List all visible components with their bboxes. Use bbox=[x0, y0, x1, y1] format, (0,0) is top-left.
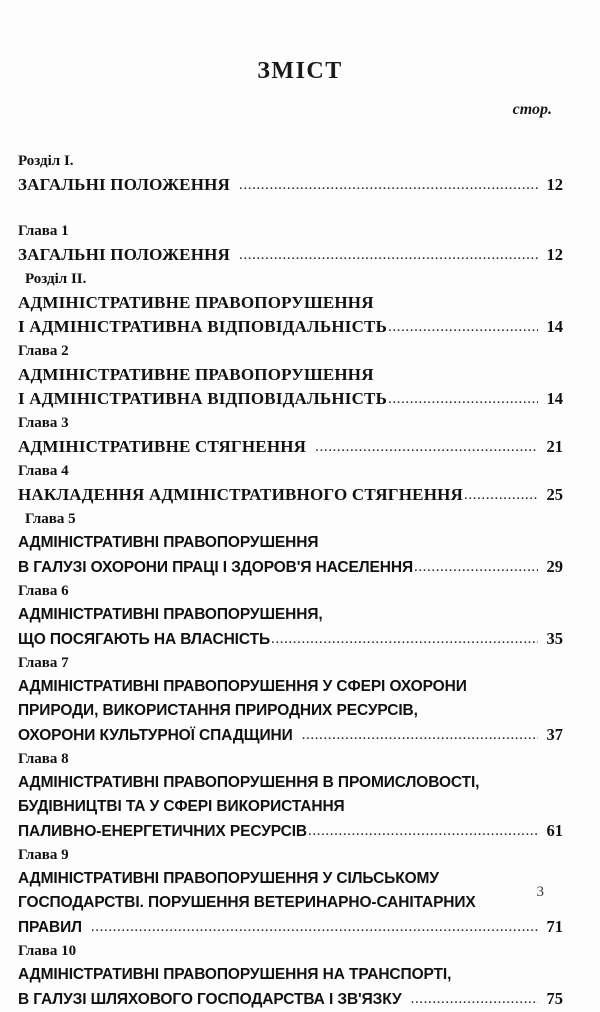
toc-entry[interactable] bbox=[18, 940, 563, 1012]
toc-entry-page-number: 14 bbox=[546, 317, 563, 336]
toc-entry-label: Глава 7 bbox=[18, 655, 69, 671]
page-title: ЗМІСТ bbox=[257, 58, 343, 84]
toc-entry-page-number: 71 bbox=[546, 917, 563, 936]
toc-entry-title-text: ОХОРОНИ КУЛЬТУРНОЇ СПАДЩИНИ bbox=[18, 727, 293, 744]
toc-entry-title-line bbox=[18, 795, 563, 819]
toc-entry-page-number: 25 bbox=[546, 485, 563, 504]
toc-entry-title-last-line bbox=[18, 627, 563, 652]
toc-entry-title-text: АДМІНІСТРАТИВНІ ПРАВОПОРУШЕННЯ bbox=[18, 534, 319, 551]
toc-entry-page-number: 21 bbox=[546, 437, 563, 456]
toc-entry-title-last-line bbox=[18, 315, 563, 340]
toc-entry-page-number: 37 bbox=[546, 725, 563, 744]
toc-dot-leader bbox=[388, 315, 538, 339]
toc-entry-label: Глава 2 bbox=[18, 343, 69, 359]
toc-entry[interactable] bbox=[18, 268, 563, 340]
toc-entry-title-text: АДМІНІСТРАТИВНІ ПРАВОПОРУШЕННЯ НА ТРАНСПОРТІ, bbox=[18, 966, 452, 983]
toc-dot-leader bbox=[411, 987, 538, 1011]
toc-entry-title-last-line bbox=[18, 915, 563, 940]
toc-entry-title-text: ПАЛИВНО-ЕНЕРГЕТИЧНИХ РЕСУРСІВ bbox=[18, 823, 308, 840]
toc-entry-title-text: БУДІВНИЦТВІ ТА У СФЕРІ ВИКОРИСТАННЯ bbox=[18, 798, 345, 815]
toc-entry-page-number: 12 bbox=[546, 175, 563, 194]
toc-entry-title-line bbox=[18, 603, 563, 627]
toc-entry-title-text: АДМІНІСТРАТИВНЕ ПРАВОПОРУШЕННЯ bbox=[18, 365, 374, 384]
toc-entry-title-line bbox=[18, 531, 563, 555]
toc-entry-title-text: ПРИРОДИ, ВИКОРИСТАННЯ ПРИРОДНИХ РЕСУРСІВ, bbox=[18, 702, 418, 719]
toc-entry[interactable] bbox=[18, 652, 563, 748]
toc-entry-title-line bbox=[18, 963, 563, 987]
toc-entry-label: Глава 8 bbox=[18, 751, 69, 767]
toc-dot-leader bbox=[91, 915, 538, 939]
toc-entry-title-text: АДМІНІСТРАТИВНІ ПРАВОПОРУШЕННЯ У СФЕРІ ОХОРОНИ bbox=[18, 678, 467, 695]
toc-entry-label: Глава 4 bbox=[18, 463, 69, 479]
toc-entry[interactable] bbox=[18, 150, 563, 198]
toc-entry-title-last-line bbox=[18, 555, 563, 580]
toc-entry[interactable] bbox=[18, 844, 563, 940]
toc-dot-leader bbox=[271, 627, 538, 651]
toc-entry-label: Глава 10 bbox=[18, 943, 77, 959]
toc-entry-title-text: В ГАЛУЗІ ОХОРОНИ ПРАЦІ І ЗДОРОВ'Я НАСЕЛЕННЯ bbox=[18, 559, 413, 576]
toc-entry[interactable] bbox=[18, 412, 563, 460]
toc-entry-label: Розділ II. bbox=[25, 271, 87, 287]
toc-entry-title-last-line bbox=[18, 723, 563, 748]
toc-entry-title-last-line bbox=[18, 987, 563, 1012]
table-of-contents bbox=[18, 150, 563, 1012]
toc-entry-page-number: 35 bbox=[546, 629, 563, 648]
toc-entry-title-text: І АДМІНІСТРАТИВНА ВІДПОВІДАЛЬНІСТЬ bbox=[18, 317, 388, 336]
toc-entry-title-last-line bbox=[18, 387, 563, 412]
page-number-folio: 3 bbox=[536, 884, 544, 900]
toc-entry-title-line bbox=[18, 675, 563, 699]
toc-entry-title-line bbox=[18, 363, 563, 387]
toc-dot-leader bbox=[388, 387, 538, 411]
toc-entry-title-line bbox=[18, 867, 563, 891]
toc-entry-title-line bbox=[18, 291, 563, 315]
toc-entry-page-number: 29 bbox=[546, 557, 563, 576]
toc-entry-title-text: І АДМІНІСТРАТИВНА ВІДПОВІДАЛЬНІСТЬ bbox=[18, 389, 388, 408]
toc-entry-title-text: ЩО ПОСЯГАЮТЬ НА ВЛАСНІСТЬ bbox=[18, 631, 271, 648]
toc-entry-title-text: НАКЛАДЕННЯ АДМІНІСТРАТИВНОГО СТЯГНЕННЯ bbox=[18, 485, 464, 504]
toc-entry-title-last-line bbox=[18, 243, 563, 268]
toc-entry-title-text: ЗАГАЛЬНІ ПОЛОЖЕННЯ bbox=[18, 175, 231, 194]
toc-entry-title-text: ПРАВИЛ bbox=[18, 919, 82, 936]
toc-entry-label: Глава 1 bbox=[18, 223, 69, 239]
toc-entry-title-text: АДМІНІСТРАТИВНІ ПРАВОПОРУШЕННЯ У СІЛЬСЬКОМУ bbox=[18, 870, 439, 887]
toc-entry-label: Розділ I. bbox=[18, 153, 74, 169]
toc-dot-leader bbox=[308, 819, 538, 843]
toc-entry-title-last-line bbox=[18, 483, 563, 508]
toc-entry[interactable] bbox=[18, 340, 563, 412]
toc-entry-title-text: АДМІНІСТРАТИВНІ ПРАВОПОРУШЕННЯ, bbox=[18, 606, 323, 623]
toc-entry-title-line bbox=[18, 891, 563, 915]
toc-entry[interactable] bbox=[18, 748, 563, 844]
toc-entry[interactable] bbox=[18, 508, 563, 580]
toc-entry-page-number: 75 bbox=[546, 989, 563, 1008]
toc-entry[interactable] bbox=[18, 460, 563, 508]
pages-column-label: стор. bbox=[512, 101, 552, 118]
toc-entry-label: Глава 3 bbox=[18, 415, 69, 431]
toc-dot-leader bbox=[464, 483, 538, 507]
toc-dot-leader bbox=[414, 555, 538, 579]
toc-entry-title-text: АДМІНІСТРАТИВНІ ПРАВОПОРУШЕННЯ В ПРОМИСЛОВОСТІ, bbox=[18, 774, 480, 791]
toc-entry[interactable] bbox=[18, 580, 563, 652]
toc-entry-title-text: АДМІНІСТРАТИВНЕ ПРАВОПОРУШЕННЯ bbox=[18, 293, 374, 312]
toc-entry-title-last-line bbox=[18, 173, 563, 198]
toc-entry-page-number: 61 bbox=[546, 821, 563, 840]
toc-entry-label: Глава 9 bbox=[18, 847, 69, 863]
toc-dot-leader bbox=[239, 243, 538, 267]
toc-entry-label: Глава 6 bbox=[18, 583, 69, 599]
toc-entry-title-text: В ГАЛУЗІ ШЛЯХОВОГО ГОСПОДАРСТВА І ЗВ'ЯЗКУ bbox=[18, 991, 402, 1008]
toc-entry-title-last-line bbox=[18, 435, 563, 460]
toc-dot-leader bbox=[302, 723, 538, 747]
toc-dot-leader bbox=[315, 435, 538, 459]
toc-entry-title-line bbox=[18, 699, 563, 723]
toc-entry-title-text: ГОСПОДАРСТВІ. ПОРУШЕННЯ ВЕТЕРИНАРНО-САНІТАРНИХ bbox=[18, 894, 476, 911]
toc-entry-page-number: 14 bbox=[546, 389, 563, 408]
toc-entry-page-number: 12 bbox=[546, 245, 563, 264]
toc-entry-title-line bbox=[18, 771, 563, 795]
toc-entry-title-text: ЗАГАЛЬНІ ПОЛОЖЕННЯ bbox=[18, 245, 231, 264]
toc-entry-label: Глава 5 bbox=[25, 511, 76, 527]
toc-entry-title-text: АДМІНІСТРАТИВНЕ СТЯГНЕННЯ bbox=[18, 437, 307, 456]
toc-entry[interactable] bbox=[18, 220, 563, 268]
toc-dot-leader bbox=[239, 173, 538, 197]
toc-entry-title-last-line bbox=[18, 819, 563, 844]
